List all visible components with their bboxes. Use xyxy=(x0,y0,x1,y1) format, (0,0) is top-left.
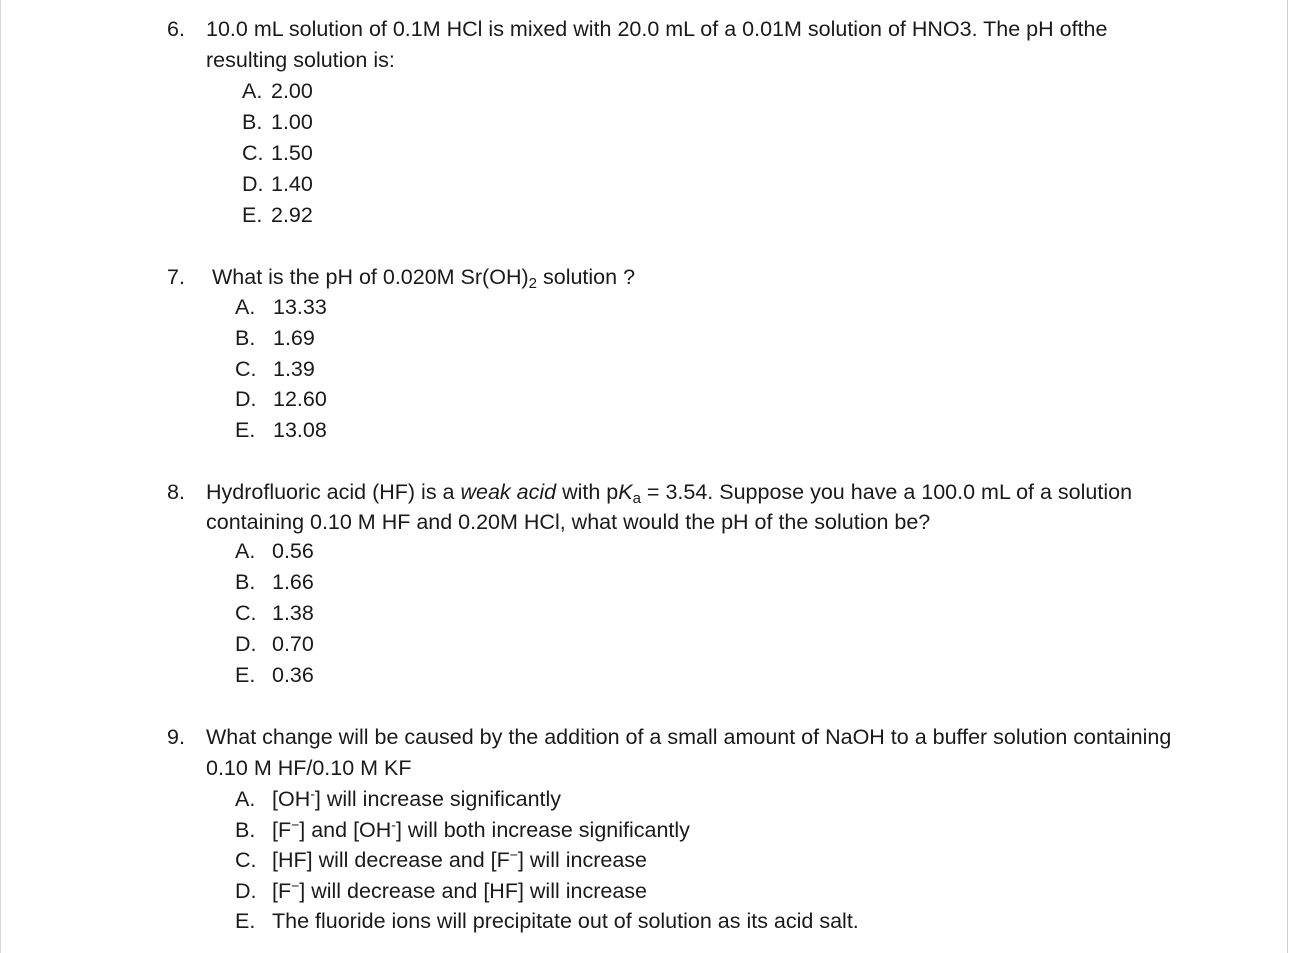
option-text-part: [F xyxy=(272,817,292,842)
charge-superscript: - xyxy=(391,815,396,832)
answer-option-a[interactable] xyxy=(235,784,1187,815)
answer-option-a[interactable] xyxy=(242,76,1187,107)
option-letter: D. xyxy=(235,632,257,656)
answer-option-e[interactable] xyxy=(235,906,1187,937)
option-text-part: ] will increase significantly xyxy=(314,787,562,811)
answer-option-a[interactable] xyxy=(235,537,1187,568)
option-text: 2.92 xyxy=(271,203,313,227)
page-left-border xyxy=(0,0,1,953)
option-text: 1.00 xyxy=(271,110,313,134)
option-letter: E. xyxy=(235,663,256,687)
option-letter: B. xyxy=(242,110,263,134)
option-letter: A. xyxy=(235,539,256,563)
option-text: 13.33 xyxy=(273,295,327,319)
answer-option-c[interactable] xyxy=(235,599,1187,630)
option-text: 1.69 xyxy=(273,325,315,350)
option-text: 12.60 xyxy=(273,387,327,412)
option-letter: C. xyxy=(235,601,257,625)
question-9 xyxy=(167,722,1187,937)
answer-option-d[interactable] xyxy=(235,876,1187,907)
option-letter: C. xyxy=(242,141,264,165)
option-text-part: [F xyxy=(272,878,292,903)
answer-option-d[interactable] xyxy=(242,169,1187,200)
answer-option-c[interactable] xyxy=(242,138,1187,169)
answer-option-e[interactable] xyxy=(242,200,1187,231)
answer-options xyxy=(242,76,1187,231)
option-letter: C. xyxy=(235,848,257,872)
question-8 xyxy=(167,478,1187,692)
option-letter: B. xyxy=(235,817,256,842)
option-letter: C. xyxy=(235,356,257,381)
charge-superscript: - xyxy=(310,785,315,802)
option-text: 1.38 xyxy=(272,601,314,625)
question-number: 7. xyxy=(167,265,185,289)
option-text: 0.70 xyxy=(272,632,314,656)
ka-subscript: a xyxy=(632,489,641,507)
option-text-part: [HF] will decrease and [F xyxy=(272,848,510,872)
option-letter: D. xyxy=(235,878,257,903)
answer-option-d[interactable] xyxy=(235,384,1187,415)
option-text: 1.40 xyxy=(271,172,313,196)
charge-superscript: − xyxy=(291,876,300,893)
option-text: 13.08 xyxy=(273,418,327,443)
answer-options xyxy=(235,537,1187,692)
answer-option-e[interactable] xyxy=(235,415,1187,446)
answer-option-c[interactable] xyxy=(235,354,1187,385)
answer-option-b[interactable] xyxy=(235,815,1187,846)
option-letter: E. xyxy=(235,909,256,933)
page-right-border xyxy=(1287,0,1288,953)
option-letter: A. xyxy=(242,79,263,103)
option-text: 0.56 xyxy=(272,539,314,563)
question-text-part: solution ? xyxy=(537,265,636,289)
option-text: 1.39 xyxy=(273,356,315,381)
ka-symbol: K xyxy=(618,480,633,504)
answer-option-b[interactable] xyxy=(242,107,1187,138)
question-text xyxy=(212,262,1187,293)
option-text-part: ] and [OH xyxy=(299,817,392,842)
option-text: The fluoride ions will precipitate out of solution as its acid salt. xyxy=(272,909,859,933)
question-number: 8. xyxy=(167,480,185,504)
option-letter: A. xyxy=(235,787,256,811)
question-7 xyxy=(167,262,1187,446)
emphasis-weak-acid: weak acid xyxy=(460,480,557,504)
option-text: 1.66 xyxy=(272,570,314,594)
option-letter: E. xyxy=(235,418,256,443)
option-letter: A. xyxy=(235,295,256,319)
question-text-part: Hydrofluoric acid (HF) is a xyxy=(206,480,461,504)
question-text: What change will be caused by the addition of a small amount of NaOH to a buffer solution containing 0.10 M HF/0.10 M KF xyxy=(206,725,1172,780)
question-text-part: = 3.54. Suppose you have a 100.0 mL of a solution containing 0.10 M HF and 0.20M HCl, what would the pH of the solution be? xyxy=(206,480,1133,534)
answer-option-b[interactable] xyxy=(235,323,1187,354)
option-letter: D. xyxy=(235,387,257,412)
option-letter: D. xyxy=(242,172,264,196)
question-text-part: with p xyxy=(556,480,619,504)
option-text: 2.00 xyxy=(271,79,313,103)
answer-option-a[interactable] xyxy=(235,292,1187,323)
question-number: 9. xyxy=(167,725,185,749)
option-text-part: ] will decrease and [HF] will increase xyxy=(299,878,647,903)
option-letter: E. xyxy=(242,203,263,227)
question-number: 6. xyxy=(167,17,185,41)
option-letter: B. xyxy=(235,325,256,350)
option-text-part: ] will both increase significantly xyxy=(395,817,690,842)
answer-option-c[interactable] xyxy=(235,845,1187,876)
charge-superscript: − xyxy=(509,846,518,863)
question-text xyxy=(206,478,1187,537)
option-text: 1.50 xyxy=(271,141,313,165)
subscript-2: 2 xyxy=(528,274,538,292)
answer-option-b[interactable] xyxy=(235,568,1187,599)
question-text-part: What is the pH of 0.020M Sr(OH) xyxy=(212,265,529,289)
option-text: 0.36 xyxy=(272,663,314,687)
option-letter: B. xyxy=(235,570,256,594)
option-text-part: [OH xyxy=(272,787,311,811)
answer-option-e[interactable] xyxy=(235,661,1187,692)
question-6 xyxy=(167,14,1187,231)
answer-options xyxy=(235,292,1187,446)
answer-options xyxy=(235,784,1187,937)
option-text-part: ] will increase xyxy=(517,848,647,872)
answer-option-d[interactable] xyxy=(235,630,1187,661)
charge-superscript: − xyxy=(291,815,300,832)
question-text: 10.0 mL solution of 0.1M HCl is mixed with 20.0 mL of a 0.01M solution of HNO3. The pH ofthe resulting solution is: xyxy=(206,17,1108,72)
